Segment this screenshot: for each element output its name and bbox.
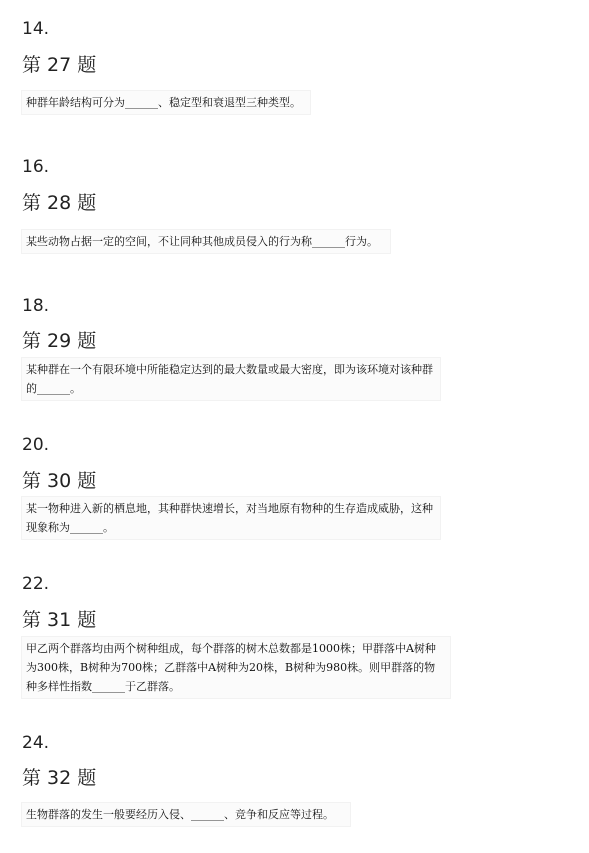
question-text: 生物群落的发生一般要经历入侵、______、竞争和反应等过程。: [22, 803, 350, 826]
question-number: 22.: [22, 574, 50, 594]
question-text: 种群年龄结构可分为______、稳定型和衰退型三种类型。: [22, 91, 310, 114]
question-title: 第 32 题: [22, 767, 97, 789]
question-number: 24.: [22, 733, 50, 753]
question-title: 第 31 题: [22, 609, 97, 631]
question-number: 20.: [22, 435, 50, 455]
question-title: 第 28 题: [22, 192, 97, 214]
question-text: 某种群在一个有限环境中所能稳定达到的最大数量或最大密度，即为该环境对该种群的______。: [22, 358, 440, 400]
question-number: 18.: [22, 296, 50, 316]
question-title: 第 30 题: [22, 470, 97, 492]
question-text: 某些动物占据一定的空间，不让同种其他成员侵入的行为称______行为。: [22, 230, 390, 253]
question-number: 14.: [22, 19, 50, 39]
question-title: 第 29 题: [22, 330, 97, 352]
question-number: 16.: [22, 157, 50, 177]
question-text: 某一物种进入新的栖息地，其种群快速增长，对当地原有物种的生存造成威胁，这种现象称为______。: [22, 497, 440, 539]
question-title: 第 27 题: [22, 54, 97, 76]
question-text: 甲乙两个群落均由两个树种组成，每个群落的树木总数都是1000株；甲群落中A树种为300株，B树种为700株；乙群落中A树种为20株，B树种为980株。则甲群落的物种多样性指数______于乙群落。: [22, 637, 450, 698]
